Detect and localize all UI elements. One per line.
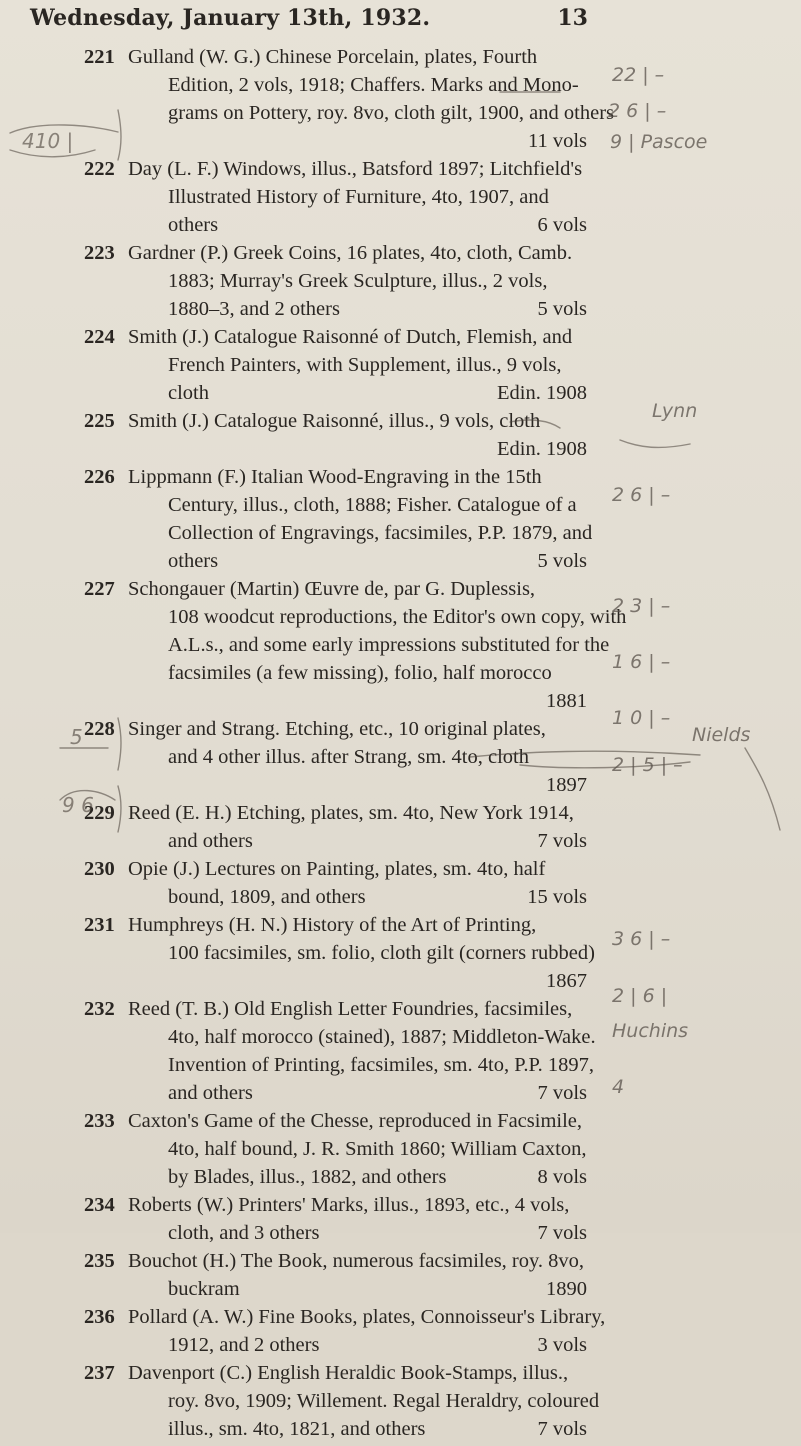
price-annotation-231b: 2 | 5 | – <box>612 754 683 776</box>
lot-volume-count: 5 vols <box>537 298 587 320</box>
lot-entry <box>0 326 801 410</box>
price-annotation-228: 2 3 | – <box>612 595 671 617</box>
lot-volume-count: 7 vols <box>537 1082 587 1104</box>
price-annotation-221: 22 | – <box>612 64 665 86</box>
lot-entry <box>0 858 801 914</box>
pencil-bracket-232 <box>60 791 115 800</box>
lot-number: 223 <box>84 242 115 264</box>
lot-description-line: illus., sm. 4to, 1821, and others <box>168 1418 426 1440</box>
lot-number: 224 <box>84 326 115 348</box>
lot-entry <box>0 1194 801 1250</box>
lot-description-line: 108 woodcut reproductions, the Editor's own copy, with <box>168 606 627 628</box>
lot-description-line: cloth <box>168 382 209 404</box>
lot-volume-count: 1867 <box>546 970 587 992</box>
lot-description-line: 1912, and 2 others <box>168 1334 320 1356</box>
lot-entry <box>0 1362 801 1446</box>
lot-volume-count: 3 vols <box>537 1334 587 1356</box>
pencil-annotation-223: 410 | <box>22 129 74 153</box>
lot-description-line: Humphreys (H. N.) History of the Art of Printing, <box>128 914 537 936</box>
lot-volume-count: 7 vols <box>537 830 587 852</box>
lot-description-line: others <box>168 214 219 236</box>
lot-number: 222 <box>84 158 115 180</box>
lot-number: 233 <box>84 1110 115 1132</box>
lot-description-line: Bouchot (H.) The Book, numerous facsimiles, roy. 8vo, <box>128 1250 585 1272</box>
lot-description-line: Roberts (W.) Printers' Marks, illus., 1893, etc., 4 vols, <box>128 1194 570 1216</box>
lot-description-line: cloth, and 3 others <box>168 1222 320 1244</box>
lot-number: 230 <box>84 858 115 880</box>
lot-description-line: Smith (J.) Catalogue Raisonné of Dutch, Flemish, and <box>128 326 573 348</box>
lot-number: 228 <box>84 718 115 740</box>
lot-description-line: 1883; Murray's Greek Sculpture, illus., 2 vols, <box>168 270 548 292</box>
lot-volume-count: 1897 <box>546 774 587 796</box>
lot-description-line: roy. 8vo, 1909; Willement. Regal Heraldry, coloured <box>168 1390 600 1412</box>
lot-volume-count: Edin. 1908 <box>497 382 587 404</box>
lot-volume-count: 15 vols <box>527 886 587 908</box>
lot-description-line: and 4 other illus. after Strang, sm. 4to, cloth <box>168 746 529 768</box>
lot-description-line: Singer and Strang. Etching, etc., 10 original plates, <box>128 718 546 740</box>
lot-description-line: and others <box>168 830 253 852</box>
price-annotation-235: Huchins <box>612 1020 689 1042</box>
lot-volume-count: 7 vols <box>537 1222 587 1244</box>
price-annotation-231: Nields <box>692 724 751 746</box>
lot-description-line: facsimiles (a few missing), folio, half morocco <box>168 662 552 684</box>
lot-description-line: Davenport (C.) English Heraldic Book-Stamps, illus., <box>128 1362 569 1384</box>
lot-description-line: A.L.s., and some early impressions substituted for the <box>168 634 610 656</box>
lot-entry <box>0 242 801 326</box>
pencil-annotation-232: 9 6 <box>62 793 94 817</box>
lot-number: 226 <box>84 466 115 488</box>
sale-date: Wednesday, January 13th, 1932. <box>30 5 431 31</box>
lot-number: 225 <box>84 410 115 432</box>
lot-description-line: Schongauer (Martin) Œuvre de, par G. Duplessis, <box>128 578 536 600</box>
lot-description-line: Gulland (W. G.) Chinese Porcelain, plates, Fourth <box>128 46 538 68</box>
lot-description-line: Reed (E. H.) Etching, plates, sm. 4to, New York 1914, <box>128 802 574 824</box>
lot-volume-count: 1890 <box>546 1278 587 1300</box>
lot-number: 232 <box>84 998 115 1020</box>
lot-number: 235 <box>84 1250 115 1272</box>
lot-entry <box>0 158 801 242</box>
lot-description-line: 100 facsimiles, sm. folio, cloth gilt (corners rubbed) <box>168 942 595 964</box>
lot-entry <box>0 1110 801 1194</box>
lot-description-line: bound, 1809, and others <box>168 886 366 908</box>
lot-description-line: French Painters, with Supplement, illus., 9 vols, <box>168 354 562 376</box>
lot-volume-count: 6 vols <box>537 214 587 236</box>
lot-entry <box>0 1306 801 1362</box>
lot-description-line: Lippmann (F.) Italian Wood-Engraving in the 15th <box>128 466 542 488</box>
lot-description-line: Collection of Engravings, facsimiles, P.P. 1879, and <box>168 522 593 544</box>
lot-description-line: by Blades, illus., 1882, and others <box>168 1166 447 1188</box>
lot-description-line: Century, illus., cloth, 1888; Fisher. Catalogue of a <box>168 494 577 516</box>
page-number: 13 <box>557 5 588 31</box>
lot-description-line: Pollard (A. W.) Fine Books, plates, Connoisseur's Library, <box>128 1306 606 1328</box>
lot-description-line: buckram <box>168 1278 240 1300</box>
lot-description-line: 1880–3, and 2 others <box>168 298 340 320</box>
price-annotation-236: 4 <box>612 1076 625 1098</box>
price-annotation-229: 1 6 | – <box>612 651 671 673</box>
lot-entry <box>0 578 801 712</box>
lot-volume-count: 1881 <box>546 690 587 712</box>
lot-number: 234 <box>84 1194 115 1216</box>
lot-description-line: Day (L. F.) Windows, illus., Batsford 1897; Litchfield's <box>128 158 583 180</box>
lot-description-line: Gardner (P.) Greek Coins, 16 plates, 4to, cloth, Camb. <box>128 242 573 264</box>
lot-number: 236 <box>84 1306 115 1328</box>
lot-number: 231 <box>84 914 115 936</box>
lot-entry <box>0 914 801 992</box>
lot-description-line: Reed (T. B.) Old English Letter Foundries, facsimiles, <box>128 998 573 1020</box>
lot-description-line: Smith (J.) Catalogue Raisonné, illus., 9 vols, cloth <box>128 410 541 432</box>
lot-description-line: and others <box>168 1082 253 1104</box>
page-header <box>30 1 588 41</box>
lot-entry <box>0 1250 801 1306</box>
price-annotation-234: 2 | 6 | <box>612 985 668 1007</box>
lot-number: 227 <box>84 578 115 600</box>
lot-entry <box>0 466 801 578</box>
lot-volume-count: 11 vols <box>527 130 587 152</box>
price-annotation-233: 3 6 | – <box>612 928 671 950</box>
lot-number: 229 <box>84 802 115 824</box>
lot-entry <box>0 802 801 858</box>
lot-description-line: 4to, half morocco (stained), 1887; Middleton-Wake. <box>168 1026 596 1048</box>
price-annotation-222: 2 6 | – <box>608 100 667 122</box>
lot-volume-count: 8 vols <box>537 1166 587 1188</box>
lot-description-line: 4to, half bound, J. R. Smith 1860; William Caxton, <box>168 1138 587 1160</box>
lot-description-line: Edition, 2 vols, 1918; Chaffers. Marks and Mono- <box>168 74 579 96</box>
price-annotation-230: 1 0 | – <box>612 707 671 729</box>
lot-description-line: Invention of Printing, facsimiles, sm. 4to, P.P. 1897, <box>168 1054 594 1076</box>
lot-description-line: Illustrated History of Furniture, 4to, 1907, and <box>168 186 549 208</box>
lot-description-line: others <box>168 550 219 572</box>
price-annotation-222b: 9 | Pascoe <box>610 131 708 153</box>
lot-number: 221 <box>84 46 115 68</box>
price-annotation-227: 2 6 | – <box>612 484 671 506</box>
lot-volume-count: Edin. 1908 <box>497 438 587 460</box>
lot-volume-count: 7 vols <box>537 1418 587 1440</box>
price-annotation-226: Lynn <box>652 400 698 422</box>
pencil-mark-226b <box>620 440 690 447</box>
lot-description-line: grams on Pottery, roy. 8vo, cloth gilt, 1900, and others <box>168 102 615 124</box>
lot-number: 237 <box>84 1362 115 1384</box>
lot-description-line: Caxton's Game of the Chesse, reproduced in Facsimile, <box>128 1110 583 1132</box>
pencil-underline-223 <box>10 150 95 157</box>
lot-description-line: Opie (J.) Lectures on Painting, plates, sm. 4to, half <box>128 858 546 880</box>
pencil-annotation-231: 5 <box>70 725 83 749</box>
lot-volume-count: 5 vols <box>537 550 587 572</box>
lot-entry <box>0 998 801 1110</box>
